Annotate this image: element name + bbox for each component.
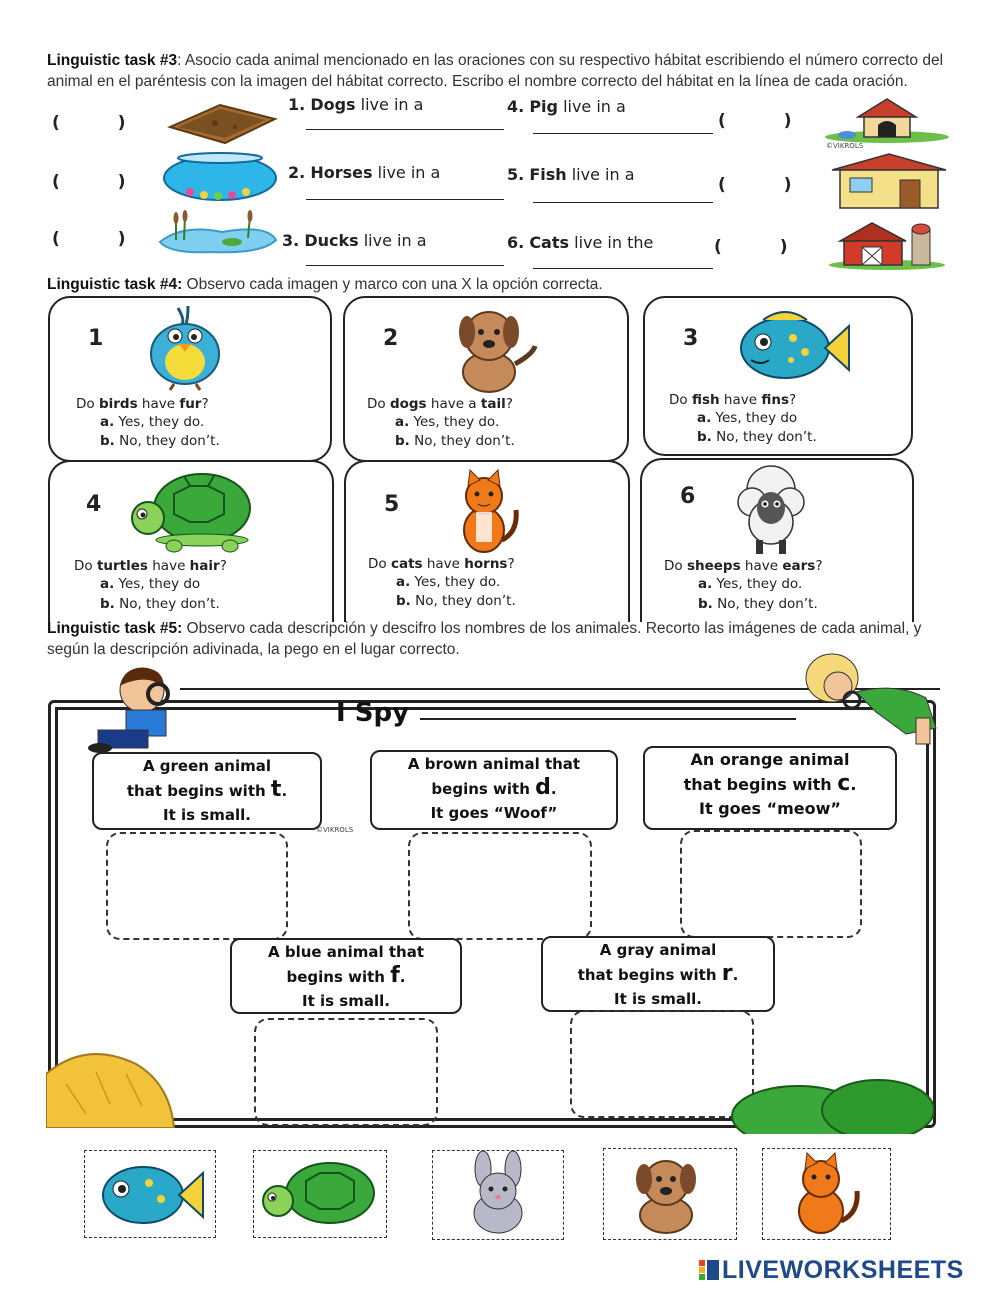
cat-icon [446, 466, 526, 556]
q-feature: fur [179, 396, 202, 412]
paren-left-1[interactable]: ( ) [52, 113, 152, 133]
question-text [664, 558, 822, 574]
option-b[interactable] [698, 596, 818, 612]
clue-line: A green animal [142, 757, 272, 775]
option-letter: a. [697, 410, 712, 426]
sentence-1-num: 1. [288, 95, 306, 114]
option-letter: a. [395, 414, 410, 430]
question-card-3 [643, 296, 913, 456]
paren-right-1[interactable]: ( ) [718, 111, 818, 131]
answer-line-4[interactable] [533, 133, 713, 134]
option-a[interactable] [396, 574, 500, 590]
task3-matching-area [0, 95, 1000, 275]
sentence-1 [288, 95, 423, 114]
q-feature: fins [761, 392, 789, 408]
clue-line [232, 964, 460, 989]
answer-line-5[interactable] [533, 202, 713, 203]
task3-heading [47, 50, 957, 92]
clue-letter: c [837, 771, 851, 796]
turtle-icon [254, 1151, 386, 1237]
liveworksheets-logo[interactable] [698, 1256, 964, 1284]
option-letter: b. [100, 433, 115, 449]
paren-right-2[interactable]: ( ) [718, 175, 818, 195]
q-animal: dogs [389, 396, 427, 412]
option-text: Yes, they do [715, 410, 798, 426]
question-text [76, 396, 209, 412]
q-part: ? [201, 396, 209, 412]
haystack-icon [46, 1044, 176, 1128]
q-part: have [137, 396, 180, 412]
sentence-2-num: 2. [288, 163, 306, 182]
sheep-icon [726, 462, 816, 558]
clue-text: . [850, 775, 857, 794]
logo-icon [698, 1258, 720, 1282]
sentence-5-rest: live in a [566, 165, 635, 184]
boy-with-magnifier-icon [84, 660, 214, 756]
sentence-2-animal: Horses [310, 163, 373, 182]
q-part: have a [426, 396, 481, 412]
q-part: have [422, 556, 465, 572]
turtle-icon [124, 464, 264, 556]
option-text: Yes, they do. [716, 576, 803, 592]
option-text: Yes, they do. [413, 414, 500, 430]
q-feature: ears [782, 558, 816, 574]
option-a[interactable] [100, 414, 204, 430]
card-number: 6 [680, 484, 696, 509]
option-b[interactable] [697, 429, 817, 445]
drop-zone-1[interactable] [106, 832, 288, 940]
question-card-2 [343, 296, 629, 462]
cat-icon [763, 1149, 890, 1239]
task3-credit: ©VIKROLS [826, 142, 864, 150]
clue-line: An orange animal [690, 750, 850, 769]
option-text: No, they don’t. [717, 596, 818, 612]
option-text: Yes, they do. [414, 574, 501, 590]
sentence-4-animal: Pig [529, 97, 558, 116]
sentence-3-num: 3. [282, 231, 300, 250]
sentence-1-rest: live in a [355, 95, 424, 114]
clue-text: . [732, 966, 739, 984]
card-number: 3 [683, 326, 699, 351]
task4-title: Linguistic task #4: [47, 276, 183, 293]
q-part: ? [507, 556, 515, 572]
bird-icon [130, 302, 240, 392]
answer-line-6[interactable] [533, 268, 713, 269]
clue-line [645, 772, 895, 797]
q-feature: tail [480, 396, 506, 412]
question-text [74, 558, 227, 574]
option-a[interactable] [697, 410, 797, 426]
option-letter: b. [396, 593, 411, 609]
sentence-6-animal: Cats [529, 233, 570, 252]
option-a[interactable] [100, 576, 200, 592]
sentence-6-rest: live in the [569, 233, 654, 252]
option-text: No, they don’t. [415, 593, 516, 609]
option-b[interactable] [100, 596, 220, 612]
task3-instructions: : Asocio cada animal mencionado en las oraciones con su respectivo hábitat escribiendo el número correcto del animal en el paréntesis con la imagen del hábitat correcto. Escribo el nombre correcto del hábitat en la línea de cada oración. [47, 52, 944, 90]
clue-letter: t [270, 777, 282, 802]
card-number: 1 [88, 326, 104, 351]
clue-box-5 [541, 936, 775, 1012]
task5-title: Linguistic task #5: [47, 620, 183, 637]
option-text: Yes, they do. [118, 414, 205, 430]
sentence-3 [282, 231, 427, 250]
sentence-3-animal: Ducks [304, 231, 359, 250]
fish-icon [733, 302, 853, 390]
question-text [669, 392, 796, 408]
option-b[interactable] [396, 593, 516, 609]
house-image [828, 152, 950, 212]
clue-line [372, 776, 616, 801]
pen-image [160, 97, 280, 147]
clue-text: that begins with [577, 966, 722, 984]
cutout-2[interactable] [253, 1150, 387, 1238]
question-text [368, 556, 515, 572]
brand-name: LIVEWORKSHEETS [722, 1255, 964, 1284]
answer-line-3[interactable] [306, 265, 504, 266]
fish-icon [85, 1151, 215, 1237]
option-text: No, they don’t. [119, 433, 220, 449]
answer-line-1[interactable] [306, 129, 504, 130]
option-letter: a. [100, 576, 115, 592]
drop-zone-3[interactable] [680, 830, 862, 938]
sentence-4-num: 4. [507, 97, 525, 116]
doghouse-image [822, 97, 952, 145]
clue-line: A gray animal [599, 941, 717, 959]
question-card-4 [48, 460, 334, 622]
q-animal: cats [390, 556, 423, 572]
q-part: Do [669, 392, 692, 408]
q-part: Do [367, 396, 390, 412]
q-animal: turtles [96, 558, 148, 574]
option-text: No, they don’t. [414, 433, 515, 449]
clue-letter: r [721, 961, 733, 986]
option-text: No, they don’t. [716, 429, 817, 445]
q-part: have [147, 558, 190, 574]
question-text [367, 396, 513, 412]
q-animal: fish [691, 392, 720, 408]
option-letter: b. [698, 596, 713, 612]
task4-instructions: Observo cada imagen y marco con una X la opción correcta. [182, 276, 603, 293]
sentence-2 [288, 163, 440, 182]
option-a[interactable] [698, 576, 802, 592]
clue-line [543, 962, 773, 987]
option-letter: a. [100, 414, 115, 430]
barn-image [826, 219, 948, 271]
clue-line: It goes “meow” [699, 799, 841, 818]
question-card-6 [640, 458, 914, 622]
paren-right-3[interactable]: ( ) [714, 237, 814, 257]
sentence-5-num: 5. [507, 165, 525, 184]
question-card-5 [344, 460, 630, 622]
option-letter: b. [395, 433, 410, 449]
task4-heading [47, 274, 603, 295]
option-text: Yes, they do [118, 576, 201, 592]
option-letter: b. [697, 429, 712, 445]
bush-icon [728, 1074, 934, 1134]
option-text: No, they don’t. [119, 596, 220, 612]
q-feature: horns [464, 556, 508, 572]
clue-text: . [399, 968, 406, 986]
question-card-1 [48, 296, 332, 462]
sentence-3-rest: live in a [358, 231, 427, 250]
card-number: 2 [383, 326, 399, 351]
paren-left-3[interactable]: ( ) [52, 229, 152, 249]
q-feature: hair [189, 558, 220, 574]
pond-image [152, 210, 282, 255]
clue-line [94, 778, 320, 803]
q-part: Do [76, 396, 99, 412]
clue-line: A blue animal that [268, 943, 424, 961]
sentence-5-animal: Fish [529, 165, 567, 184]
cutout-4[interactable] [603, 1148, 737, 1240]
sentence-4 [507, 97, 626, 116]
cutout-1[interactable] [84, 1150, 216, 1238]
cutout-3[interactable] [432, 1150, 564, 1240]
sentence-6-num: 6. [507, 233, 525, 252]
q-part: Do [74, 558, 97, 574]
q-part: ? [219, 558, 227, 574]
rabbit-icon [433, 1151, 563, 1239]
clue-text: . [281, 782, 288, 800]
task5-instructions: Observo cada descripción y descifro los nombres de los animales. Recorto las imágenes de cada animal, y según la descripción adivinada, la pego en el lugar correcto. [47, 620, 922, 658]
clue-letter: f [390, 963, 400, 988]
clue-line: It is small. [614, 990, 702, 1008]
option-letter: b. [100, 596, 115, 612]
clue-text: . [550, 780, 557, 798]
q-part: ? [505, 396, 513, 412]
option-b[interactable] [395, 433, 515, 449]
paren-left-2[interactable]: ( ) [52, 172, 152, 192]
card-number: 4 [86, 492, 102, 517]
q-animal: sheeps [686, 558, 741, 574]
clue-text: begins with [286, 968, 391, 986]
q-part: Do [368, 556, 391, 572]
drop-zone-4[interactable] [254, 1018, 438, 1126]
clue-box-4 [230, 938, 462, 1014]
option-letter: a. [396, 574, 411, 590]
dog-icon [437, 302, 547, 394]
drop-zone-5[interactable] [570, 1010, 754, 1118]
clue-text: begins with [431, 780, 536, 798]
ispy-line[interactable] [420, 718, 796, 720]
clue-box-3 [643, 746, 897, 830]
q-part: have [740, 558, 783, 574]
card-number: 5 [384, 492, 400, 517]
sentence-2-rest: live in a [372, 163, 441, 182]
clue-box-2 [370, 750, 618, 830]
clue-line: It is small. [163, 806, 251, 824]
fishbowl-image [160, 150, 280, 202]
option-letter: a. [698, 576, 713, 592]
q-part: ? [788, 392, 797, 408]
dog-icon [604, 1149, 736, 1239]
clue-text: that begins with [126, 782, 271, 800]
sentence-4-rest: live in a [557, 97, 626, 116]
girl-with-magnifier-icon [796, 648, 952, 748]
drop-zone-2[interactable] [408, 832, 592, 940]
answer-line-2[interactable] [306, 199, 504, 200]
option-b[interactable] [100, 433, 220, 449]
clue-letter: d [535, 775, 551, 800]
sentence-6 [507, 233, 653, 252]
q-part: Do [664, 558, 687, 574]
option-a[interactable] [395, 414, 499, 430]
task3-title: Linguistic task #3 [47, 52, 178, 69]
cutout-5[interactable] [762, 1148, 891, 1240]
sentence-5 [507, 165, 635, 184]
q-animal: birds [98, 396, 138, 412]
task5-credit: ©VIKROLS [316, 826, 354, 834]
ispy-title: I Spy [336, 698, 410, 728]
q-part: have [719, 392, 762, 408]
sentence-1-animal: Dogs [310, 95, 356, 114]
clue-line: It is small. [302, 992, 390, 1010]
clue-line: A brown animal that [407, 755, 581, 773]
clue-text: that begins with [683, 775, 838, 794]
q-part: ? [815, 558, 823, 574]
clue-box-1 [92, 752, 322, 830]
clue-line: It goes “Woof” [430, 804, 558, 822]
